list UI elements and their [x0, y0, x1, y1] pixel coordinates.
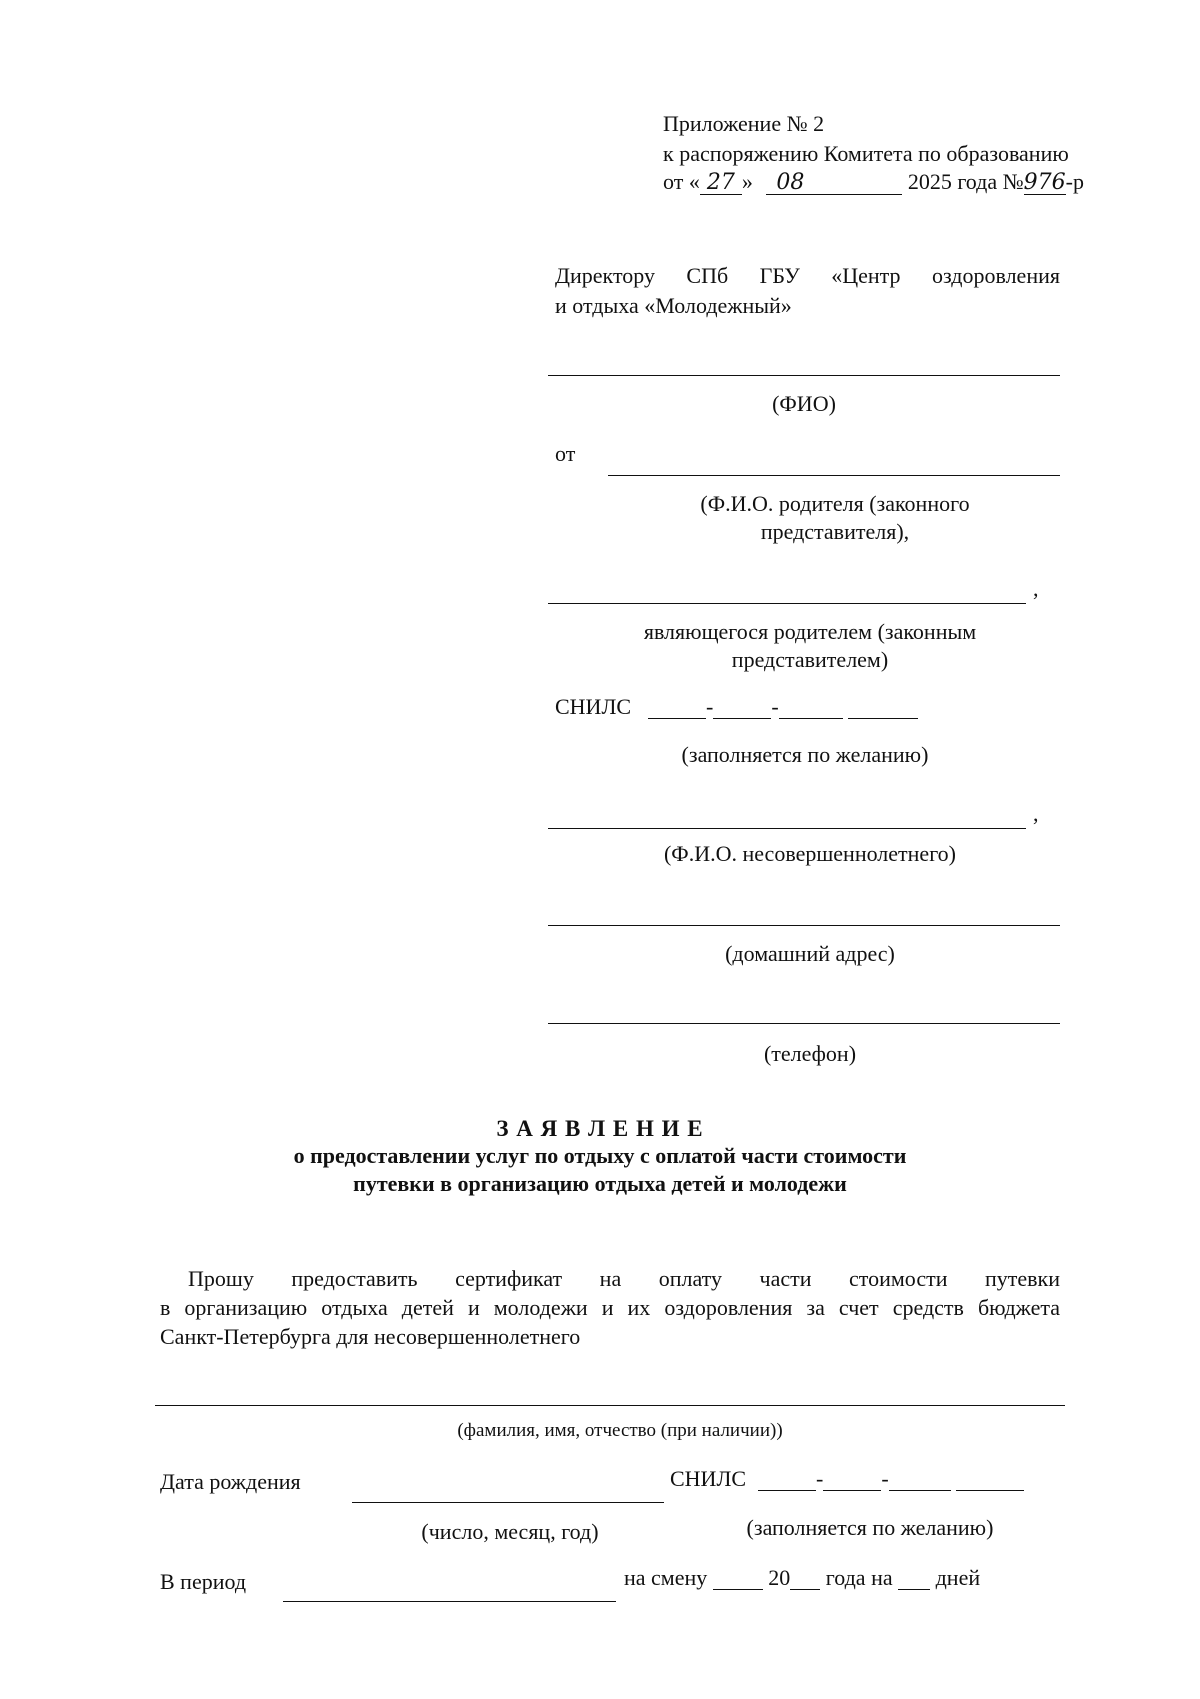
addressee-line2: и отдыха «Молодежный»: [555, 293, 792, 318]
fio-caption: (ФИО): [772, 391, 836, 416]
period-label: В период: [160, 1569, 247, 1594]
address-caption: (домашний адрес): [725, 941, 895, 966]
minor-fio-line: [548, 828, 1026, 829]
fio-line: [548, 375, 1060, 376]
snils-label-body: СНИЛС: [670, 1466, 747, 1491]
parent-caption-1: (Ф.И.О. родителя (законного: [700, 491, 970, 516]
period-line: [283, 1601, 616, 1602]
snils-optional-body: (заполняется по желанию): [746, 1515, 994, 1540]
date-close: »: [741, 169, 753, 194]
phone-caption: (телефон): [763, 1041, 857, 1066]
birth-date-line: [352, 1502, 664, 1503]
paragraph-line-2: в организацию отдыха детей и молодежи и их оздоровления за счет средств бюджета: [160, 1295, 1060, 1320]
from-label: от: [555, 441, 576, 466]
document-title: З А Я В Л Е Н И Е: [496, 1116, 704, 1141]
paragraph-line-1: Прошу предоставить сертификат на оплату части стоимости путевки: [188, 1266, 1060, 1291]
being-parent-1: являющегося родителем (законным: [643, 619, 977, 644]
paragraph-line-3: Санкт-Петербурга для несовершеннолетнего: [160, 1324, 581, 1349]
year-prefix: 20: [768, 1565, 791, 1590]
appendix-title: Приложение № 2: [663, 111, 825, 136]
birth-date-label: Дата рождения: [160, 1469, 301, 1494]
snils-label: СНИЛС: [555, 694, 632, 719]
birth-date-caption: (число, месяц, год): [421, 1519, 599, 1544]
days-label: дней: [935, 1565, 981, 1590]
parent-caption-2: представителя),: [760, 519, 910, 544]
shift-row: [624, 1564, 980, 1592]
parent-fio-line: [608, 475, 1060, 476]
parent-fio-line-2: [548, 603, 1026, 604]
being-parent-2: представителем): [731, 647, 889, 672]
shift-label: на смену: [624, 1565, 708, 1590]
appendix-date-line: [663, 168, 1084, 196]
minor-caption: (Ф.И.О. несовершеннолетнего): [663, 841, 956, 866]
snils-optional: (заполняется по желанию): [681, 742, 929, 767]
handwritten-number: 976: [1023, 170, 1066, 195]
snils-field-body: - -: [758, 1465, 1024, 1493]
addressee-line1: Директору СПб ГБУ «Центр оздоровления: [555, 263, 1060, 288]
number-suffix: -р: [1065, 169, 1084, 194]
date-open: от «: [663, 169, 700, 194]
address-line: [548, 925, 1060, 926]
handwritten-month: 08: [766, 172, 902, 195]
year-text: 2025 года №: [907, 169, 1024, 194]
minor-full-name-line: [155, 1405, 1065, 1406]
appendix-order: к распоряжению Комитета по образованию: [663, 141, 1069, 166]
title-subtitle-1: о предоставлении услуг по отдыху с оплатой части стоимости: [293, 1143, 907, 1168]
phone-line: [548, 1023, 1060, 1024]
handwritten-day: 27: [700, 172, 742, 195]
snils-field: - -: [648, 693, 918, 721]
comma-1: ,: [1033, 576, 1039, 601]
comma-2: ,: [1033, 801, 1039, 826]
year-days-label: года на: [825, 1565, 893, 1590]
title-subtitle-2: путевки в организацию отдыха детей и молодежи: [353, 1171, 847, 1196]
fio-caption-body: (фамилия, имя, отчество (при наличии)): [457, 1420, 783, 1441]
